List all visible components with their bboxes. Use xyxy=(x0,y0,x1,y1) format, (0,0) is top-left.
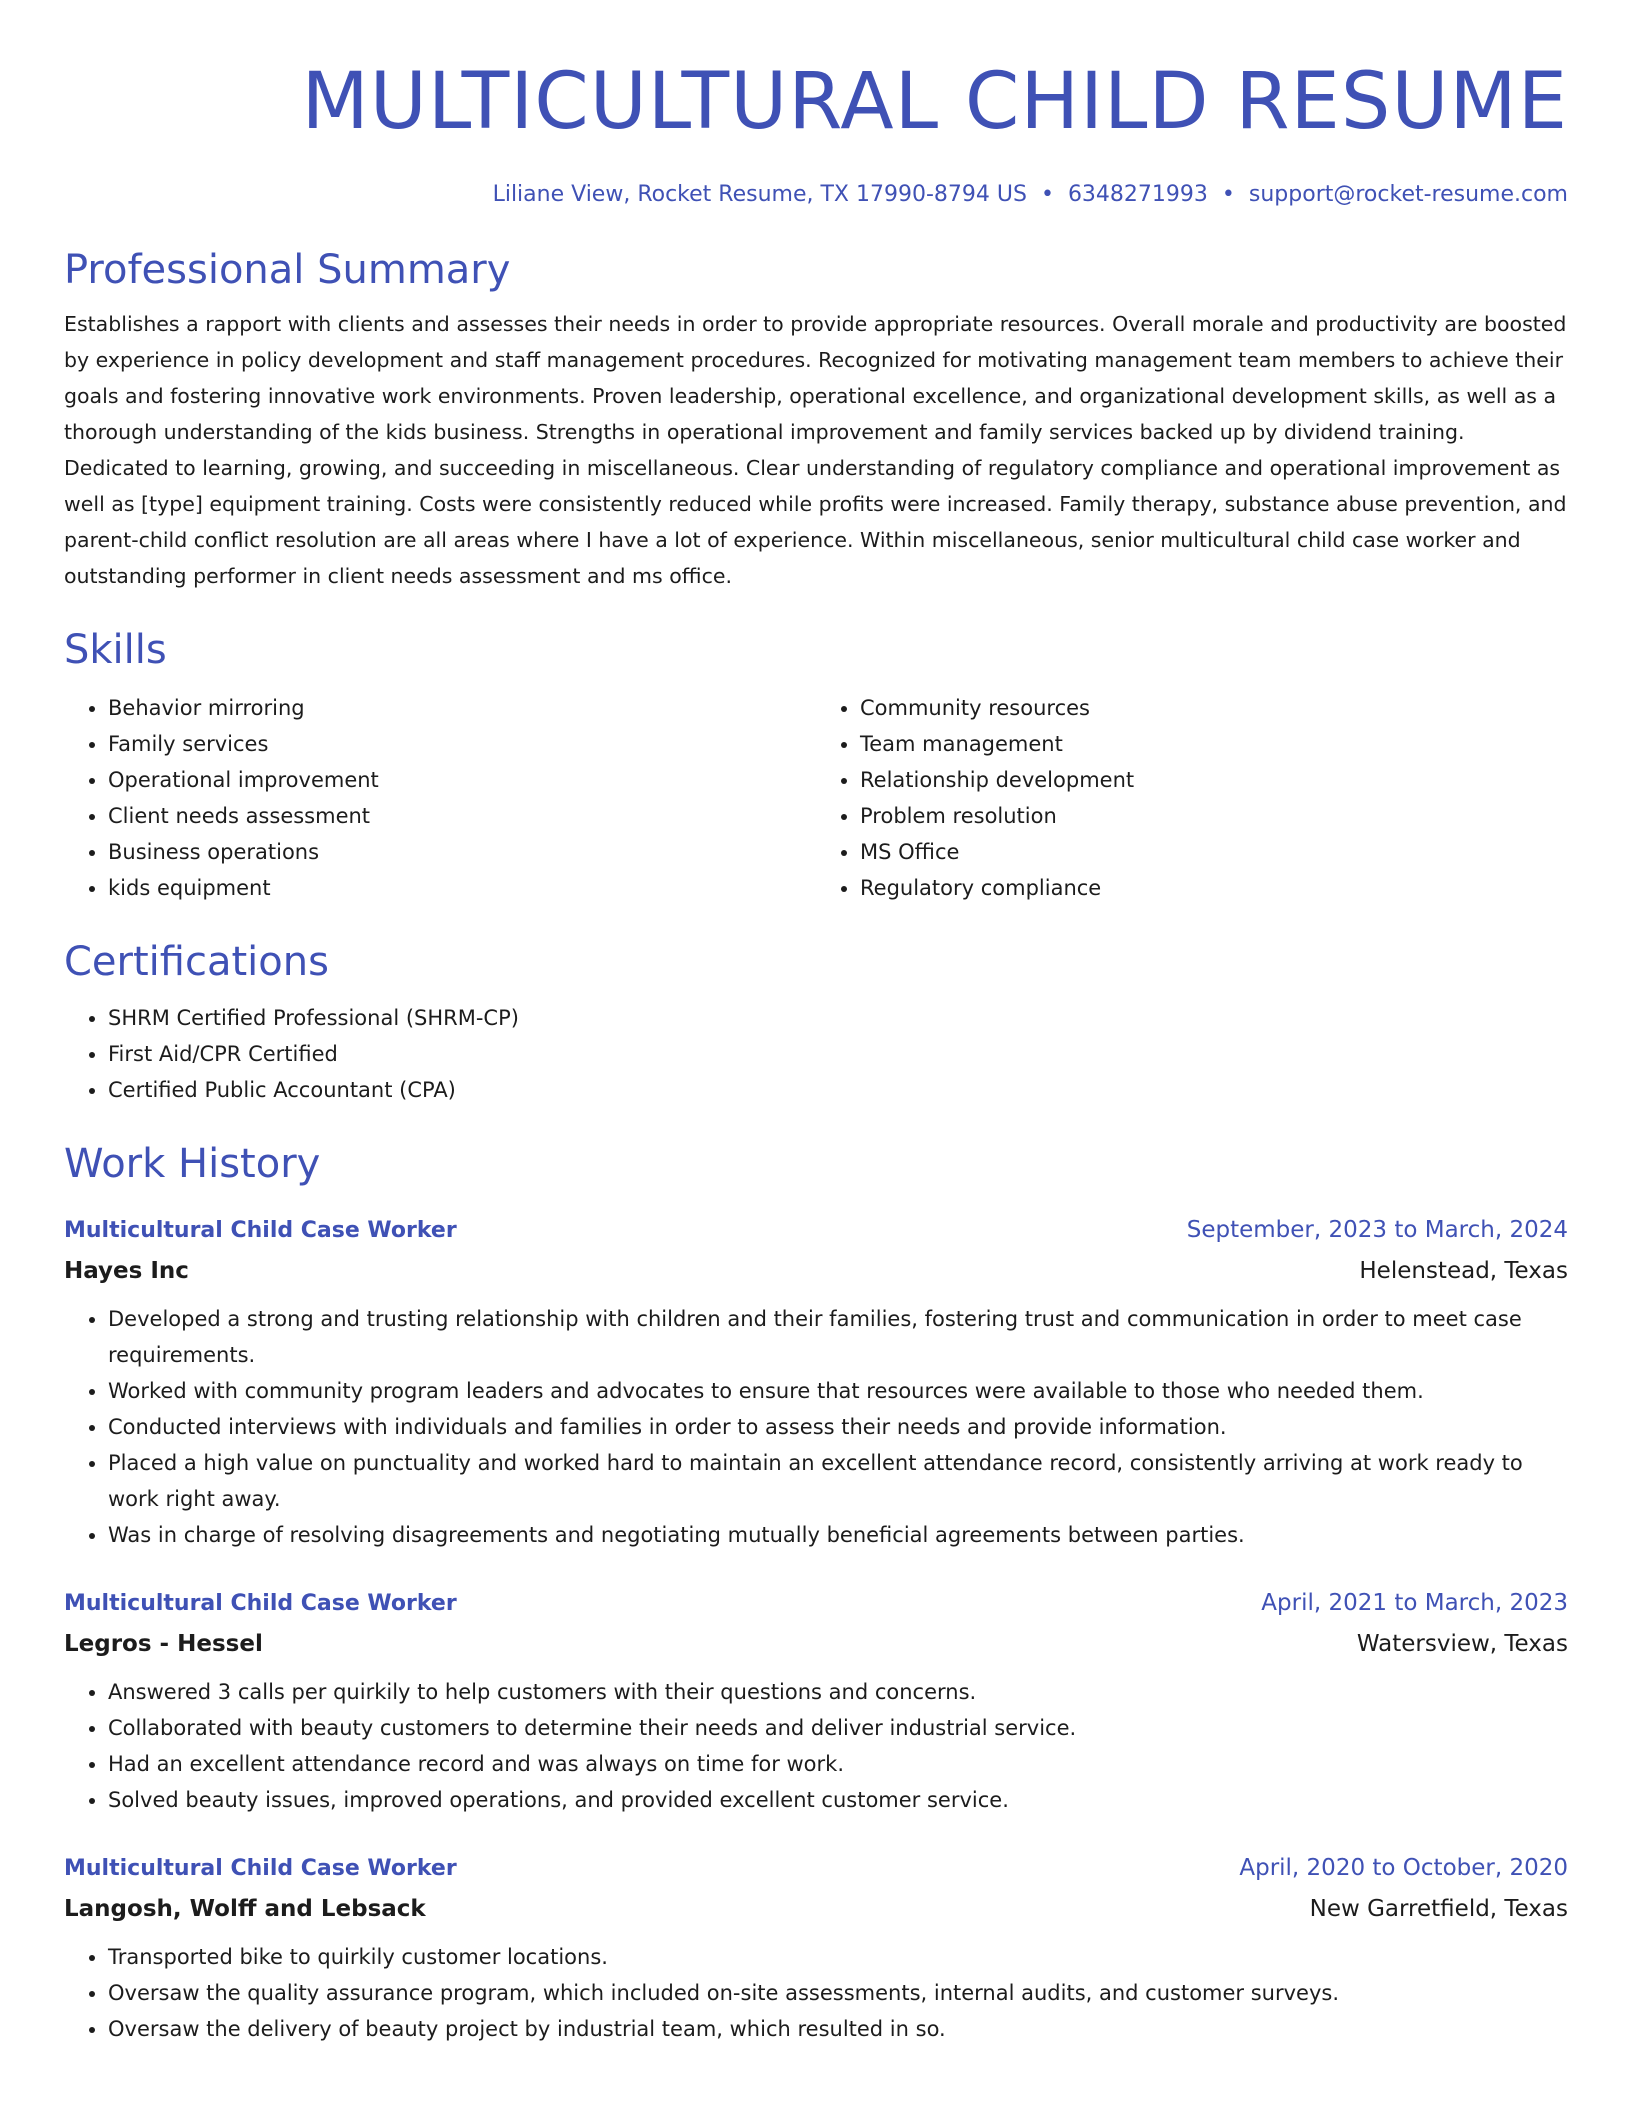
work-history-heading: Work History xyxy=(64,1141,321,1187)
job-company: Hayes Inc xyxy=(64,1258,189,1284)
skill-item: • Business operations xyxy=(108,834,816,870)
summary-heading: Professional Summary xyxy=(64,247,511,293)
contact-address: Liliane View, Rocket Resume, TX 17990-8794 US xyxy=(492,182,1027,207)
skills-column-left xyxy=(64,690,816,906)
job-location: Helenstead, Texas xyxy=(1359,1258,1568,1284)
job-title: Multicultural Child Case Worker xyxy=(64,1218,457,1243)
skills-column-right xyxy=(816,690,1568,906)
job-dates: April, 2020 to October, 2020 xyxy=(1239,1855,1568,1881)
job-bullet: • Worked with community program leaders and advocates to ensure that resources were available to those who needed them. xyxy=(108,1373,1568,1409)
certifications-list xyxy=(64,1000,1568,1108)
job-company-row xyxy=(64,1251,1568,1291)
skill-item: • Regulatory compliance xyxy=(860,870,1568,906)
job-entry xyxy=(64,1210,1568,1553)
skill-item: • Behavior mirroring xyxy=(108,690,816,726)
skills-section xyxy=(64,624,1568,906)
job-bullet: • Oversaw the delivery of beauty project by industrial team, which resulted in so. xyxy=(108,2011,1568,2047)
job-bullets xyxy=(64,1939,1568,2047)
job-bullets xyxy=(64,1301,1568,1553)
certification-item: • First Aid/CPR Certified xyxy=(108,1036,1568,1072)
certification-item: • Certified Public Accountant (CPA) xyxy=(108,1072,1568,1108)
job-bullet: • Oversaw the quality assurance program, which included on-site assessments, internal audits, and customer surveys. xyxy=(108,1975,1568,2011)
job-bullet: • Collaborated with beauty customers to determine their needs and deliver industrial service. xyxy=(108,1710,1568,1746)
job-company: Legros - Hessel xyxy=(64,1631,263,1657)
skill-item: • MS Office xyxy=(860,834,1568,870)
summary-section xyxy=(64,244,1568,594)
job-bullet: • Conducted interviews with individuals and families in order to assess their needs and provide information. xyxy=(108,1409,1568,1445)
resume-name: MULTICULTURAL CHILD RESUME xyxy=(301,57,1568,147)
contact-email[interactable]: support@rocket-resume.com xyxy=(1248,182,1568,207)
job-title-row xyxy=(64,1210,1568,1251)
skill-item: • Problem resolution xyxy=(860,798,1568,834)
contact-separator: • xyxy=(1040,182,1054,207)
skill-item: • Client needs assessment xyxy=(108,798,816,834)
job-bullet: • Transported bike to quirkily customer locations. xyxy=(108,1939,1568,1975)
contact-line xyxy=(64,180,1568,210)
job-entry xyxy=(64,1848,1568,2047)
job-bullets xyxy=(64,1674,1568,1818)
skill-item: • Community resources xyxy=(860,690,1568,726)
job-bullet: • Solved beauty issues, improved operations, and provided excellent customer service. xyxy=(108,1782,1568,1818)
job-bullet: • Was in charge of resolving disagreements and negotiating mutually beneficial agreements between parties. xyxy=(108,1517,1568,1553)
skill-item: • Team management xyxy=(860,726,1568,762)
contact-separator: • xyxy=(1221,182,1235,207)
job-bullet: • Placed a high value on punctuality and worked hard to maintain an excellent attendance record, consistently arriving at work ready to work right away. xyxy=(108,1445,1568,1517)
work-history-section xyxy=(64,1138,1568,2047)
job-title: Multicultural Child Case Worker xyxy=(64,1591,457,1616)
job-company-row xyxy=(64,1889,1568,1929)
skills-heading: Skills xyxy=(64,627,167,673)
job-bullet: • Answered 3 calls per quirkily to help customers with their questions and concerns. xyxy=(108,1674,1568,1710)
skills-grid xyxy=(64,690,1568,906)
job-title-row xyxy=(64,1583,1568,1624)
job-bullet: • Had an excellent attendance record and was always on time for work. xyxy=(108,1746,1568,1782)
job-dates: April, 2021 to March, 2023 xyxy=(1261,1590,1568,1616)
certifications-heading: Certifications xyxy=(64,939,329,985)
job-title: Multicultural Child Case Worker xyxy=(64,1856,457,1881)
job-entry xyxy=(64,1583,1568,1818)
job-title-row xyxy=(64,1848,1568,1889)
job-bullet: • Developed a strong and trusting relationship with children and their families, fostering trust and communication in order to meet case requirements. xyxy=(108,1301,1568,1373)
certification-item: • SHRM Certified Professional (SHRM-CP) xyxy=(108,1000,1568,1036)
job-location: Watersview, Texas xyxy=(1356,1631,1568,1657)
skill-item: • Family services xyxy=(108,726,816,762)
skill-item: • Relationship development xyxy=(860,762,1568,798)
certifications-section xyxy=(64,936,1568,1108)
job-company: Langosh, Wolff and Lebsack xyxy=(64,1896,426,1922)
job-dates: September, 2023 to March, 2024 xyxy=(1186,1217,1568,1243)
resume-header xyxy=(64,50,1568,210)
summary-text: Establishes a rapport with clients and assesses their needs in order to provide appropriate resources. Overall morale and productivity are boosted by experience in policy development and staff management procedures. Recognized for motivating management team members to achieve their goals and fostering innovative work environments. Proven leadership, operational excellence, and organizational development skills, as well as a thorough understanding of the kids business. Strengths in operational improvement and family services backed up by dividend training. Dedicated to learning, growing, and succeeding in miscellaneous. Clear understanding of regulatory compliance and operational improvement as well as [type] equipment training. Costs were consistently reduced while profits were increased. Family therapy, substance abuse prevention, and parent-child conflict resolution are all areas where I have a lot of experience. Within miscellaneous, senior multicultural child case worker and outstanding performer in client needs assessment and ms office. xyxy=(64,312,1567,588)
skill-item: • kids equipment xyxy=(108,870,816,906)
contact-phone: 6348271993 xyxy=(1067,182,1208,207)
job-location: New Garretfield, Texas xyxy=(1309,1896,1568,1922)
job-company-row xyxy=(64,1624,1568,1664)
skill-item: • Operational improvement xyxy=(108,762,816,798)
